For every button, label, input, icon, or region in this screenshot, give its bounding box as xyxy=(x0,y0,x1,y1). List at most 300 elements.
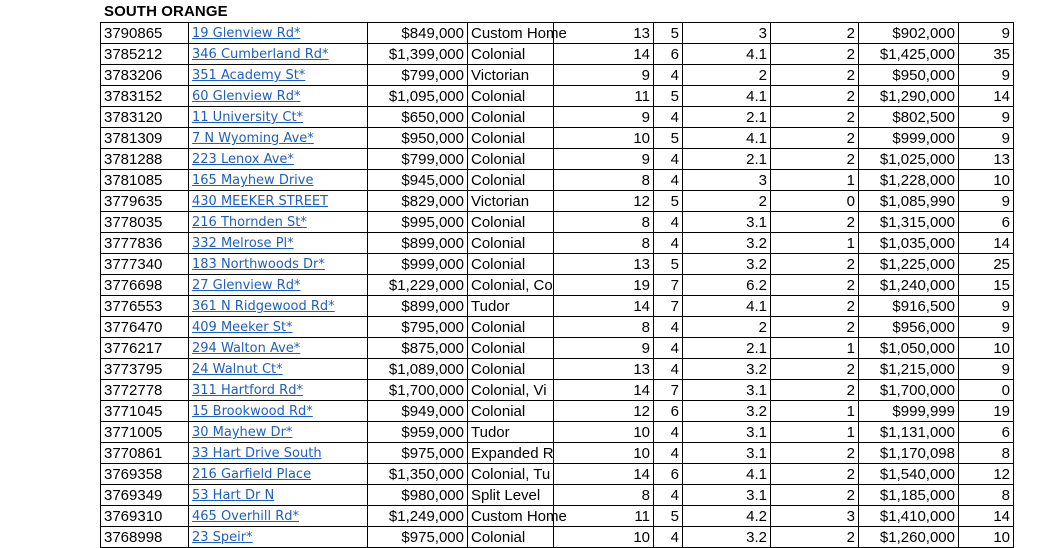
style-cell: Tudor xyxy=(468,296,554,317)
baths-cell: 3.2 xyxy=(683,401,771,422)
sold-price-cell: $916,500 xyxy=(859,296,959,317)
address-cell xyxy=(189,443,368,464)
rooms-cell: 8 xyxy=(554,317,654,338)
style-cell: Colonial xyxy=(468,149,554,170)
table-row xyxy=(101,86,1014,107)
garage-cell: 1 xyxy=(771,170,859,191)
style-cell: Colonial xyxy=(468,107,554,128)
baths-cell: 3.1 xyxy=(683,443,771,464)
style-cell: Victorian xyxy=(468,191,554,212)
bedrooms-cell: 6 xyxy=(654,44,683,65)
address-link[interactable]: 223 Lenox Ave* xyxy=(192,152,294,167)
baths-cell: 3.1 xyxy=(683,485,771,506)
table-row xyxy=(101,23,1014,44)
sold-price-cell: $1,050,000 xyxy=(859,338,959,359)
mls-number-cell: 3781309 xyxy=(101,128,189,149)
table-row xyxy=(101,233,1014,254)
baths-cell: 2 xyxy=(683,317,771,338)
days-on-market-cell: 9 xyxy=(959,359,1014,380)
bedrooms-cell: 4 xyxy=(654,149,683,170)
address-link[interactable]: 311 Hartford Rd* xyxy=(192,383,303,398)
baths-cell: 2 xyxy=(683,65,771,86)
table-row xyxy=(101,380,1014,401)
address-link[interactable]: 15 Brookwood Rd* xyxy=(192,404,313,419)
table-row xyxy=(101,170,1014,191)
sheet-title: SOUTH ORANGE xyxy=(104,3,228,20)
rooms-cell: 10 xyxy=(554,128,654,149)
list-price-cell: $650,000 xyxy=(368,107,468,128)
bedrooms-cell: 7 xyxy=(654,380,683,401)
address-cell xyxy=(189,527,368,548)
bedrooms-cell: 7 xyxy=(654,296,683,317)
days-on-market-cell: 10 xyxy=(959,170,1014,191)
garage-cell: 2 xyxy=(771,275,859,296)
address-cell xyxy=(189,254,368,275)
days-on-market-cell: 8 xyxy=(959,485,1014,506)
table-row xyxy=(101,506,1014,527)
garage-cell: 2 xyxy=(771,485,859,506)
table-row xyxy=(101,296,1014,317)
sold-price-cell: $802,500 xyxy=(859,107,959,128)
days-on-market-cell: 13 xyxy=(959,149,1014,170)
bedrooms-cell: 4 xyxy=(654,443,683,464)
bedrooms-cell: 5 xyxy=(654,128,683,149)
address-cell xyxy=(189,107,368,128)
address-link[interactable]: 11 University Ct* xyxy=(192,110,304,125)
mls-number-cell: 3776470 xyxy=(101,317,189,338)
address-link[interactable]: 465 Overhill Rd* xyxy=(192,509,299,524)
style-cell: Colonial xyxy=(468,338,554,359)
garage-cell: 1 xyxy=(771,338,859,359)
rooms-cell: 14 xyxy=(554,464,654,485)
bedrooms-cell: 7 xyxy=(654,275,683,296)
table-row xyxy=(101,212,1014,233)
address-cell xyxy=(189,422,368,443)
rooms-cell: 19 xyxy=(554,275,654,296)
table-row xyxy=(101,359,1014,380)
baths-cell: 3.2 xyxy=(683,527,771,548)
address-link[interactable]: 216 Garfield Place xyxy=(192,467,312,482)
sold-price-cell: $950,000 xyxy=(859,65,959,86)
rooms-cell: 8 xyxy=(554,233,654,254)
baths-cell: 4.1 xyxy=(683,86,771,107)
baths-cell: 4.1 xyxy=(683,296,771,317)
list-price-cell: $1,089,000 xyxy=(368,359,468,380)
mls-number-cell: 3783206 xyxy=(101,65,189,86)
baths-cell: 3.1 xyxy=(683,380,771,401)
rooms-cell: 9 xyxy=(554,65,654,86)
sold-price-cell: $956,000 xyxy=(859,317,959,338)
garage-cell: 0 xyxy=(771,191,859,212)
baths-cell: 4.1 xyxy=(683,44,771,65)
sold-price-cell: $1,025,000 xyxy=(859,149,959,170)
address-link[interactable]: 183 Northwoods Dr* xyxy=(192,257,325,272)
days-on-market-cell: 9 xyxy=(959,317,1014,338)
mls-number-cell: 3776698 xyxy=(101,275,189,296)
style-cell: Colonial xyxy=(468,401,554,422)
list-price-cell: $975,000 xyxy=(368,527,468,548)
sold-price-cell: $999,999 xyxy=(859,401,959,422)
garage-cell: 2 xyxy=(771,128,859,149)
table-row xyxy=(101,275,1014,296)
garage-cell: 2 xyxy=(771,443,859,464)
rooms-cell: 10 xyxy=(554,443,654,464)
bedrooms-cell: 4 xyxy=(654,527,683,548)
list-price-cell: $1,700,000 xyxy=(368,380,468,401)
mls-number-cell: 3772778 xyxy=(101,380,189,401)
bedrooms-cell: 4 xyxy=(654,170,683,191)
baths-cell: 3.2 xyxy=(683,233,771,254)
garage-cell: 2 xyxy=(771,212,859,233)
table-row xyxy=(101,485,1014,506)
style-cell: Colonial, Vi xyxy=(468,380,554,401)
mls-number-cell: 3768998 xyxy=(101,527,189,548)
garage-cell: 2 xyxy=(771,359,859,380)
sold-price-cell: $1,240,000 xyxy=(859,275,959,296)
list-price-cell: $1,249,000 xyxy=(368,506,468,527)
days-on-market-cell: 9 xyxy=(959,23,1014,44)
baths-cell: 2.1 xyxy=(683,149,771,170)
list-price-cell: $875,000 xyxy=(368,338,468,359)
days-on-market-cell: 35 xyxy=(959,44,1014,65)
sold-price-cell: $1,410,000 xyxy=(859,506,959,527)
address-cell xyxy=(189,86,368,107)
sold-price-cell: $1,228,000 xyxy=(859,170,959,191)
address-link[interactable]: 216 Thornden St* xyxy=(192,215,307,230)
list-price-cell: $899,000 xyxy=(368,296,468,317)
bedrooms-cell: 6 xyxy=(654,401,683,422)
list-price-cell: $849,000 xyxy=(368,23,468,44)
list-price-cell: $1,229,000 xyxy=(368,275,468,296)
list-price-cell: $945,000 xyxy=(368,170,468,191)
address-link[interactable]: 27 Glenview Rd* xyxy=(192,278,301,293)
address-link[interactable]: 19 Glenview Rd* xyxy=(192,26,301,41)
table-row xyxy=(101,128,1014,149)
table-row xyxy=(101,317,1014,338)
mls-number-cell: 3783120 xyxy=(101,107,189,128)
address-link[interactable]: 294 Walton Ave* xyxy=(192,341,301,356)
style-cell: Colonial xyxy=(468,527,554,548)
list-price-cell: $959,000 xyxy=(368,422,468,443)
list-price-cell: $999,000 xyxy=(368,254,468,275)
table-row xyxy=(101,191,1014,212)
style-cell: Colonial xyxy=(468,44,554,65)
rooms-cell: 11 xyxy=(554,506,654,527)
rooms-cell: 13 xyxy=(554,254,654,275)
address-cell xyxy=(189,296,368,317)
address-link[interactable]: 332 Melrose Pl* xyxy=(192,236,294,251)
sold-price-cell: $1,085,990 xyxy=(859,191,959,212)
address-link[interactable]: 60 Glenview Rd* xyxy=(192,89,301,104)
listings-body xyxy=(101,23,1014,548)
address-link[interactable]: 30 Mayhew Dr* xyxy=(192,425,293,440)
address-link[interactable]: 7 N Wyoming Ave* xyxy=(192,131,314,146)
mls-number-cell: 3779635 xyxy=(101,191,189,212)
days-on-market-cell: 8 xyxy=(959,443,1014,464)
address-link[interactable]: 409 Meeker St* xyxy=(192,320,293,335)
days-on-market-cell: 9 xyxy=(959,65,1014,86)
bedrooms-cell: 4 xyxy=(654,422,683,443)
days-on-market-cell: 6 xyxy=(959,422,1014,443)
days-on-market-cell: 14 xyxy=(959,506,1014,527)
style-cell: Colonial, Tu xyxy=(468,464,554,485)
mls-number-cell: 3785212 xyxy=(101,44,189,65)
bedrooms-cell: 6 xyxy=(654,464,683,485)
listings-table xyxy=(100,22,1014,548)
list-price-cell: $995,000 xyxy=(368,212,468,233)
sold-price-cell: $1,700,000 xyxy=(859,380,959,401)
style-cell: Custom Home xyxy=(468,506,554,527)
rooms-cell: 14 xyxy=(554,44,654,65)
address-cell xyxy=(189,338,368,359)
mls-number-cell: 3769349 xyxy=(101,485,189,506)
mls-number-cell: 3776553 xyxy=(101,296,189,317)
days-on-market-cell: 6 xyxy=(959,212,1014,233)
style-cell: Colonial xyxy=(468,212,554,233)
bedrooms-cell: 4 xyxy=(654,359,683,380)
list-price-cell: $829,000 xyxy=(368,191,468,212)
address-link[interactable]: 346 Cumberland Rd* xyxy=(192,47,329,62)
bedrooms-cell: 5 xyxy=(654,254,683,275)
baths-cell: 2.1 xyxy=(683,338,771,359)
days-on-market-cell: 15 xyxy=(959,275,1014,296)
rooms-cell: 8 xyxy=(554,212,654,233)
bedrooms-cell: 4 xyxy=(654,65,683,86)
list-price-cell: $950,000 xyxy=(368,128,468,149)
rooms-cell: 12 xyxy=(554,401,654,422)
baths-cell: 3.1 xyxy=(683,422,771,443)
list-price-cell: $975,000 xyxy=(368,443,468,464)
baths-cell: 3 xyxy=(683,23,771,44)
days-on-market-cell: 14 xyxy=(959,86,1014,107)
days-on-market-cell: 9 xyxy=(959,107,1014,128)
address-link[interactable]: 430 MEEKER STREET xyxy=(192,194,329,209)
style-cell: Split Level xyxy=(468,485,554,506)
mls-number-cell: 3771045 xyxy=(101,401,189,422)
garage-cell: 1 xyxy=(771,401,859,422)
table-row xyxy=(101,44,1014,65)
mls-number-cell: 3781288 xyxy=(101,149,189,170)
garage-cell: 2 xyxy=(771,44,859,65)
list-price-cell: $795,000 xyxy=(368,317,468,338)
address-link[interactable]: 165 Mayhew Drive xyxy=(192,173,314,188)
sold-price-cell: $999,000 xyxy=(859,128,959,149)
address-cell xyxy=(189,506,368,527)
address-cell xyxy=(189,128,368,149)
address-link[interactable]: 361 N Ridgewood Rd* xyxy=(192,299,335,314)
garage-cell: 1 xyxy=(771,422,859,443)
baths-cell: 4.1 xyxy=(683,464,771,485)
table-row xyxy=(101,527,1014,548)
garage-cell: 2 xyxy=(771,380,859,401)
address-cell xyxy=(189,191,368,212)
mls-number-cell: 3783152 xyxy=(101,86,189,107)
address-link[interactable]: 33 Hart Drive South xyxy=(192,446,322,461)
days-on-market-cell: 14 xyxy=(959,233,1014,254)
sold-price-cell: $1,425,000 xyxy=(859,44,959,65)
list-price-cell: $799,000 xyxy=(368,65,468,86)
table-row xyxy=(101,107,1014,128)
baths-cell: 2.1 xyxy=(683,107,771,128)
mls-number-cell: 3776217 xyxy=(101,338,189,359)
garage-cell: 2 xyxy=(771,65,859,86)
mls-number-cell: 3781085 xyxy=(101,170,189,191)
address-cell xyxy=(189,44,368,65)
bedrooms-cell: 4 xyxy=(654,107,683,128)
rooms-cell: 10 xyxy=(554,422,654,443)
address-link[interactable]: 24 Walnut Ct* xyxy=(192,362,283,377)
table-row xyxy=(101,401,1014,422)
rooms-cell: 8 xyxy=(554,170,654,191)
style-cell: Colonial xyxy=(468,170,554,191)
days-on-market-cell: 9 xyxy=(959,128,1014,149)
table-row xyxy=(101,422,1014,443)
garage-cell: 2 xyxy=(771,296,859,317)
baths-cell: 4.1 xyxy=(683,128,771,149)
rooms-cell: 8 xyxy=(554,485,654,506)
address-cell xyxy=(189,149,368,170)
list-price-cell: $1,350,000 xyxy=(368,464,468,485)
list-price-cell: $799,000 xyxy=(368,149,468,170)
days-on-market-cell: 25 xyxy=(959,254,1014,275)
sold-price-cell: $1,215,000 xyxy=(859,359,959,380)
bedrooms-cell: 4 xyxy=(654,212,683,233)
baths-cell: 3.2 xyxy=(683,254,771,275)
rooms-cell: 9 xyxy=(554,338,654,359)
address-cell xyxy=(189,23,368,44)
address-cell xyxy=(189,359,368,380)
garage-cell: 2 xyxy=(771,527,859,548)
bedrooms-cell: 4 xyxy=(654,338,683,359)
style-cell: Tudor xyxy=(468,422,554,443)
garage-cell: 2 xyxy=(771,254,859,275)
bedrooms-cell: 5 xyxy=(654,191,683,212)
garage-cell: 2 xyxy=(771,317,859,338)
mls-number-cell: 3770861 xyxy=(101,443,189,464)
address-cell xyxy=(189,170,368,191)
rooms-cell: 11 xyxy=(554,86,654,107)
list-price-cell: $899,000 xyxy=(368,233,468,254)
sold-price-cell: $1,315,000 xyxy=(859,212,959,233)
sold-price-cell: $1,035,000 xyxy=(859,233,959,254)
address-link[interactable]: 53 Hart Dr N xyxy=(192,488,275,503)
bedrooms-cell: 5 xyxy=(654,506,683,527)
list-price-cell: $949,000 xyxy=(368,401,468,422)
baths-cell: 3.2 xyxy=(683,359,771,380)
list-price-cell: $1,095,000 xyxy=(368,86,468,107)
table-row xyxy=(101,65,1014,86)
address-cell xyxy=(189,380,368,401)
list-price-cell: $1,399,000 xyxy=(368,44,468,65)
mls-number-cell: 3769358 xyxy=(101,464,189,485)
table-row xyxy=(101,443,1014,464)
days-on-market-cell: 12 xyxy=(959,464,1014,485)
garage-cell: 3 xyxy=(771,506,859,527)
garage-cell: 2 xyxy=(771,149,859,170)
rooms-cell: 12 xyxy=(554,191,654,212)
address-cell xyxy=(189,65,368,86)
mls-number-cell: 3769310 xyxy=(101,506,189,527)
mls-number-cell: 3771005 xyxy=(101,422,189,443)
baths-cell: 2 xyxy=(683,191,771,212)
address-cell xyxy=(189,275,368,296)
bedrooms-cell: 5 xyxy=(654,23,683,44)
style-cell: Colonial xyxy=(468,86,554,107)
bedrooms-cell: 4 xyxy=(654,485,683,506)
table-row xyxy=(101,149,1014,170)
garage-cell: 1 xyxy=(771,233,859,254)
baths-cell: 3 xyxy=(683,170,771,191)
address-cell xyxy=(189,233,368,254)
sold-price-cell: $1,185,000 xyxy=(859,485,959,506)
style-cell: Expanded R xyxy=(468,443,554,464)
mls-number-cell: 3773795 xyxy=(101,359,189,380)
table-row xyxy=(101,338,1014,359)
style-cell: Colonial xyxy=(468,317,554,338)
rooms-cell: 14 xyxy=(554,380,654,401)
rooms-cell: 13 xyxy=(554,359,654,380)
style-cell: Colonial xyxy=(468,254,554,275)
mls-number-cell: 3790865 xyxy=(101,23,189,44)
style-cell: Colonial xyxy=(468,128,554,149)
style-cell: Colonial xyxy=(468,359,554,380)
table-row xyxy=(101,254,1014,275)
address-link[interactable]: 23 Speir* xyxy=(192,530,253,545)
sold-price-cell: $1,131,000 xyxy=(859,422,959,443)
days-on-market-cell: 10 xyxy=(959,338,1014,359)
mls-number-cell: 3777340 xyxy=(101,254,189,275)
style-cell: Custom Home xyxy=(468,23,554,44)
sold-price-cell: $902,000 xyxy=(859,23,959,44)
address-cell xyxy=(189,317,368,338)
baths-cell: 6.2 xyxy=(683,275,771,296)
rooms-cell: 9 xyxy=(554,149,654,170)
sold-price-cell: $1,540,000 xyxy=(859,464,959,485)
sold-price-cell: $1,170,098 xyxy=(859,443,959,464)
days-on-market-cell: 0 xyxy=(959,380,1014,401)
days-on-market-cell: 19 xyxy=(959,401,1014,422)
address-cell xyxy=(189,401,368,422)
rooms-cell: 9 xyxy=(554,107,654,128)
bedrooms-cell: 4 xyxy=(654,317,683,338)
style-cell: Colonial xyxy=(468,233,554,254)
style-cell: Colonial, Co xyxy=(468,275,554,296)
table-row xyxy=(101,464,1014,485)
days-on-market-cell: 9 xyxy=(959,191,1014,212)
rooms-cell: 10 xyxy=(554,527,654,548)
baths-cell: 3.1 xyxy=(683,212,771,233)
sold-price-cell: $1,225,000 xyxy=(859,254,959,275)
garage-cell: 2 xyxy=(771,86,859,107)
bedrooms-cell: 4 xyxy=(654,233,683,254)
address-cell xyxy=(189,485,368,506)
garage-cell: 2 xyxy=(771,23,859,44)
address-link[interactable]: 351 Academy St* xyxy=(192,68,306,83)
sold-price-cell: $1,290,000 xyxy=(859,86,959,107)
list-price-cell: $980,000 xyxy=(368,485,468,506)
bedrooms-cell: 5 xyxy=(654,86,683,107)
address-cell xyxy=(189,212,368,233)
sold-price-cell: $1,260,000 xyxy=(859,527,959,548)
rooms-cell: 13 xyxy=(554,23,654,44)
days-on-market-cell: 9 xyxy=(959,296,1014,317)
days-on-market-cell: 10 xyxy=(959,527,1014,548)
baths-cell: 4.2 xyxy=(683,506,771,527)
garage-cell: 2 xyxy=(771,107,859,128)
garage-cell: 2 xyxy=(771,464,859,485)
mls-number-cell: 3777836 xyxy=(101,233,189,254)
rooms-cell: 14 xyxy=(554,296,654,317)
